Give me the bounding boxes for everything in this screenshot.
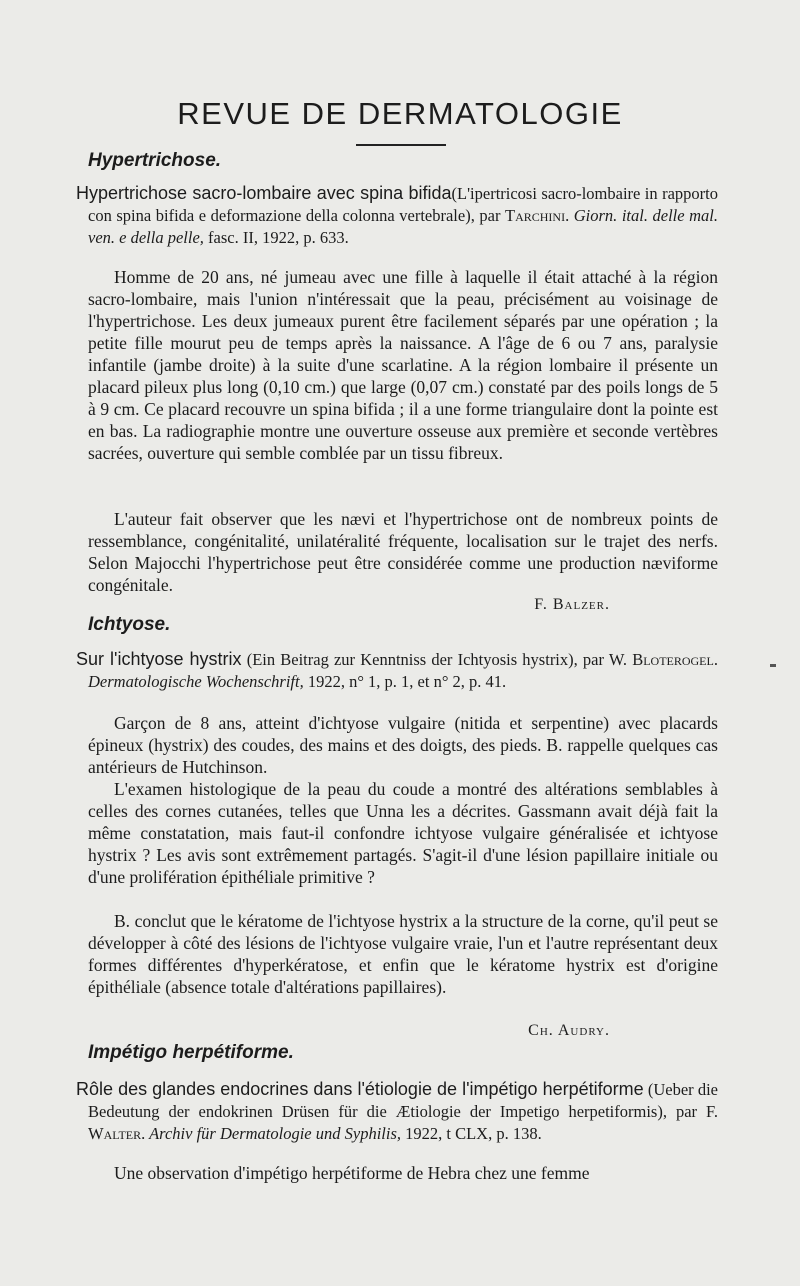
reference-text: (L'ipertricosi sacro-lombaire in rapporto con spina bifida e deformazione della colonna vertebrale), par	[88, 184, 718, 225]
paragraph: Homme de 20 ans, né jumeau avec une fille à laquelle il était attaché à la région sacro-lombaire, mais l'union n'intéressait que la peau, précisément au voisinage de l'hypertrichose. Les deux jumeaux purent être facilement séparés par une opération ; la petite fille mourut peu de temps après la naissance. A l'âge de 6 ou 7 ans, paralysie infantile (jambe droite) à la suite d'une scarlatine. A la région lombaire il présente un placard pileux plus long (0,10 cm.) que large (0,07 cm.) constaté par des poils longs de 5 à 9 cm. Ce placard recouvre un spina bifida ; il a une forme triangulaire dont la pointe est en bas. La radiographie montre une ouverture osseuse aux première et seconde vertèbres sacrées, ouverture qui semble comblée par un tissu fibreux.	[88, 267, 718, 463]
reference-details: 1922, n° 1, p. 1, et n° 2, p. 41.	[303, 672, 507, 691]
reference-text: (Ein Beitrag zur Kenntniss der Ichtyosis hystrix), par W.	[241, 650, 633, 669]
reference-author: Bloterogel.	[632, 650, 718, 669]
paragraph: B. conclut que le kératome de l'ichtyose hystrix a la structure de la corne, qu'il peut se développer à côté des lésions de l'ichtyose vulgaire vraie, l'un et l'autre représentant deux formes différentes d'hyperkératose, et enfin que le kératome hystrix est d'origine épithéliale (absence totale d'altérations papillaires).	[88, 911, 718, 997]
paragraph: L'auteur fait observer que les nævi et l'hypertrichose ont de nombreux points de ressemblance, congénitalité, unilatéralité fréquente, localisation sur le trajet des nerfs. Selon Majocchi l'hypertrichose peut être considérée comme une production næviforme congénitale.	[88, 509, 718, 595]
reference-journal: Giorn. ital. delle mal. ven. e della pelle,	[88, 206, 718, 247]
paragraph: Garçon de 8 ans, atteint d'ichtyose vulgaire (nitida et serpentine) avec placards épineux (hystrix) des coudes, des mains et des doigts, des pieds. B. rappelle quelques cas antérieurs de Hutchinson.	[88, 713, 718, 777]
paragraph: L'examen histologique de la peau du coude a montré des altérations semblables à celles des cornes cutanées, telles que Unna les a décrites. Gassmann avait déjà fait la même constatation, mais faut-il confondre ichtyose vulgaire généralisée et ichtyose hystrix ? Les avis sont extrêmement partagés. S'agit-il d'une lésion papillaire initiale ou d'une prolifération épithéliale primitive ?	[88, 779, 718, 887]
paragraph: Une observation d'impétigo herpétiforme de Hebra chez une femme	[114, 1163, 590, 1183]
margin-mark	[770, 664, 776, 667]
journal-title: REVUE DE DERMATOLOGIE	[177, 96, 623, 131]
reference-journal: Dermatologische Wochenschrift,	[88, 672, 304, 691]
reference-details: fasc. II, 1922, p. 633.	[203, 228, 349, 247]
section-heading-hypertrichose: Hypertrichose.	[88, 150, 222, 171]
reference-text: (Ueber die Bedeutung der endokrinen Drüsen für die Ætiologie der Impetigo herpetiformis), par F.	[88, 1080, 718, 1121]
article-reference	[76, 1078, 718, 1145]
article-title: Rôle des glandes endocrines dans l'étiologie de l'impétigo herpétiforme	[76, 1079, 644, 1099]
article-title: Sur l'ichtyose hystrix	[76, 649, 242, 669]
section-heading-ichtyose: Ichtyose.	[88, 614, 171, 635]
reference-author: Tarchini.	[505, 206, 570, 225]
signature: Ch. Audry.	[528, 1022, 610, 1039]
reference-journal: Archiv für Dermatologie und Syphilis,	[145, 1124, 401, 1143]
title-rule	[356, 144, 446, 146]
reference-details: 1922, t CLX, p. 138.	[401, 1124, 542, 1143]
article-reference	[76, 182, 718, 249]
signature: F. Balzer.	[534, 596, 610, 613]
section-heading-impetigo: Impétigo herpétiforme.	[88, 1042, 294, 1063]
article-title: Hypertrichose sacro-lombaire avec spina bifida	[76, 183, 452, 203]
reference-author: Walter.	[88, 1124, 146, 1143]
article-reference	[76, 648, 718, 693]
